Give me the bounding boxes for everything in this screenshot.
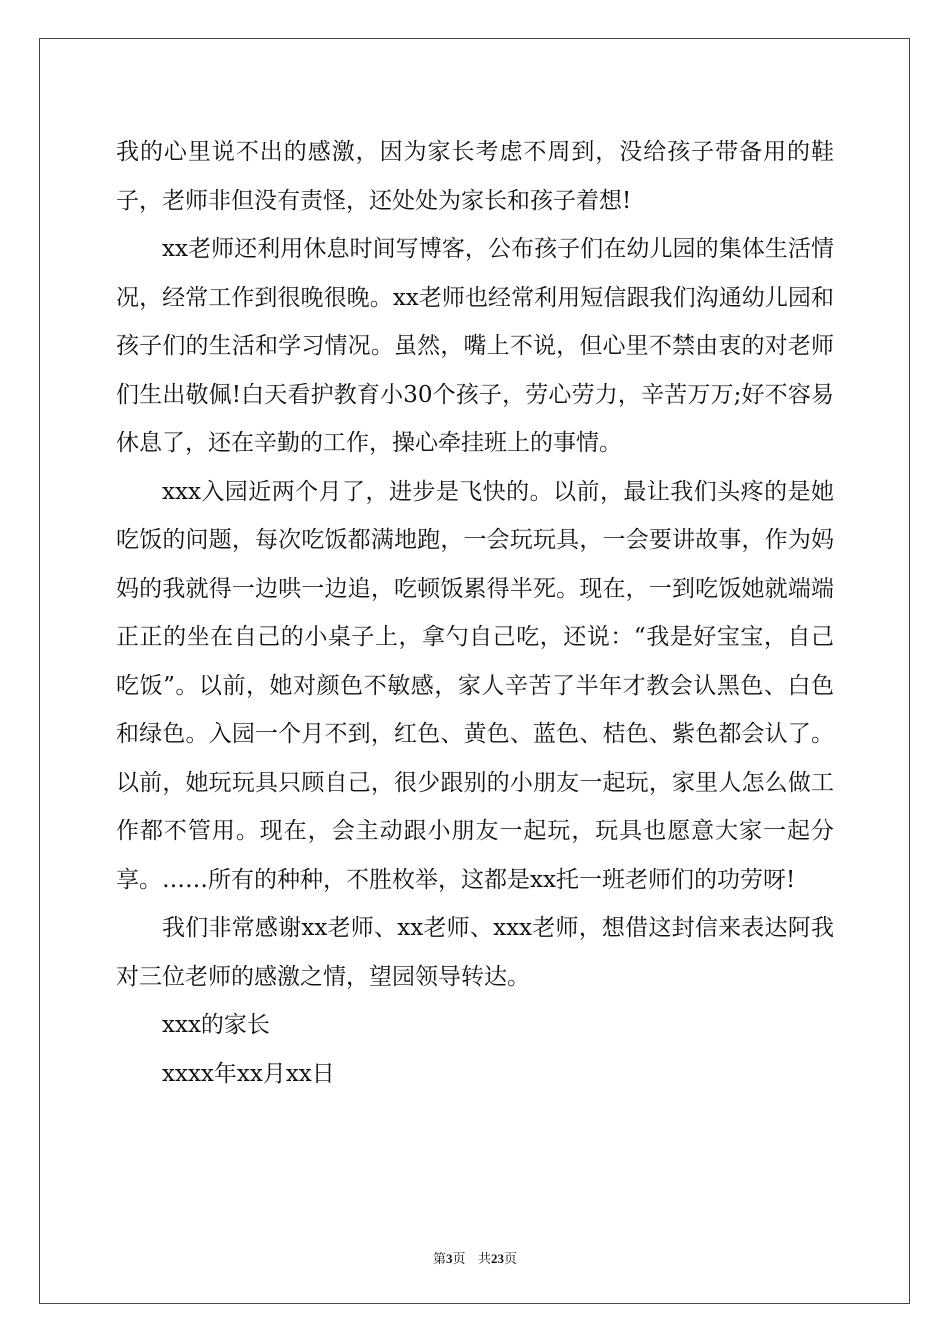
footer-total-pages: 23 <box>490 1251 504 1266</box>
footer-middle: 页 共 <box>452 1252 491 1267</box>
paragraph-blog: xx老师还利用休息时间写博客，公布孩子们在幼儿园的集体生活情况，经常工作到很晚很晚。xx老师也经常利用短信跟我们沟通幼儿园和孩子们的生活和学习情况。虽然，嘴上不说，但心里不禁由衷的对老师们生出敬佩!白天看护教育小30个孩子，劳心劳力，辛苦万万;好不容易休息了，还在辛勤的工作，操心牵挂班上的事情。 <box>116 236 834 456</box>
footer-prefix: 第 <box>433 1252 447 1267</box>
signature: xxx的家长 <box>162 1012 270 1038</box>
page-footer <box>0 1248 950 1267</box>
date-line: xxxx年xx月xx日 <box>162 1060 335 1087</box>
footer-page-number: 3 <box>446 1251 453 1266</box>
footer-suffix: 页 <box>503 1252 517 1267</box>
letter-body <box>116 128 834 1098</box>
paragraph-continuation: 我的心里说不出的感激，因为家长考虑不周到，没给孩子带备用的鞋子，老师非但没有责怪，还处处为家长和孩子着想! <box>116 139 834 214</box>
paragraph-thanks: 我们非常感谢xx老师、xx老师、xxx老师，想借这封信来表达阿我对三位老师的感激之情，望园领导转达。 <box>116 915 834 990</box>
paragraph-progress: xxx入园近两个月了，进步是飞快的。以前，最让我们头疼的是她吃饭的问题，每次吃饭都满地跑，一会玩玩具，一会要讲故事，作为妈妈的我就得一边哄一边追，吃顿饭累得半死。现在，一到吃饭她就端端正正的坐在自己的小桌子上，拿勺自己吃，还说：“我是好宝宝，自己吃饭”。以前，她对颜色不敏感，家人辛苦了半年才教会认黑色、白色和绿色。入园一个月不到，红色、黄色、蓝色、桔色、紫色都会认了。以前，她玩玩具只顾自己，很少跟别的小朋友一起玩，家里人怎么做工作都不管用。现在，会主动跟小朋友一起玩，玩具也愿意大家一起分享。……所有的种种，不胜枚举，这都是xx托一班老师们的功劳呀! <box>116 478 834 893</box>
